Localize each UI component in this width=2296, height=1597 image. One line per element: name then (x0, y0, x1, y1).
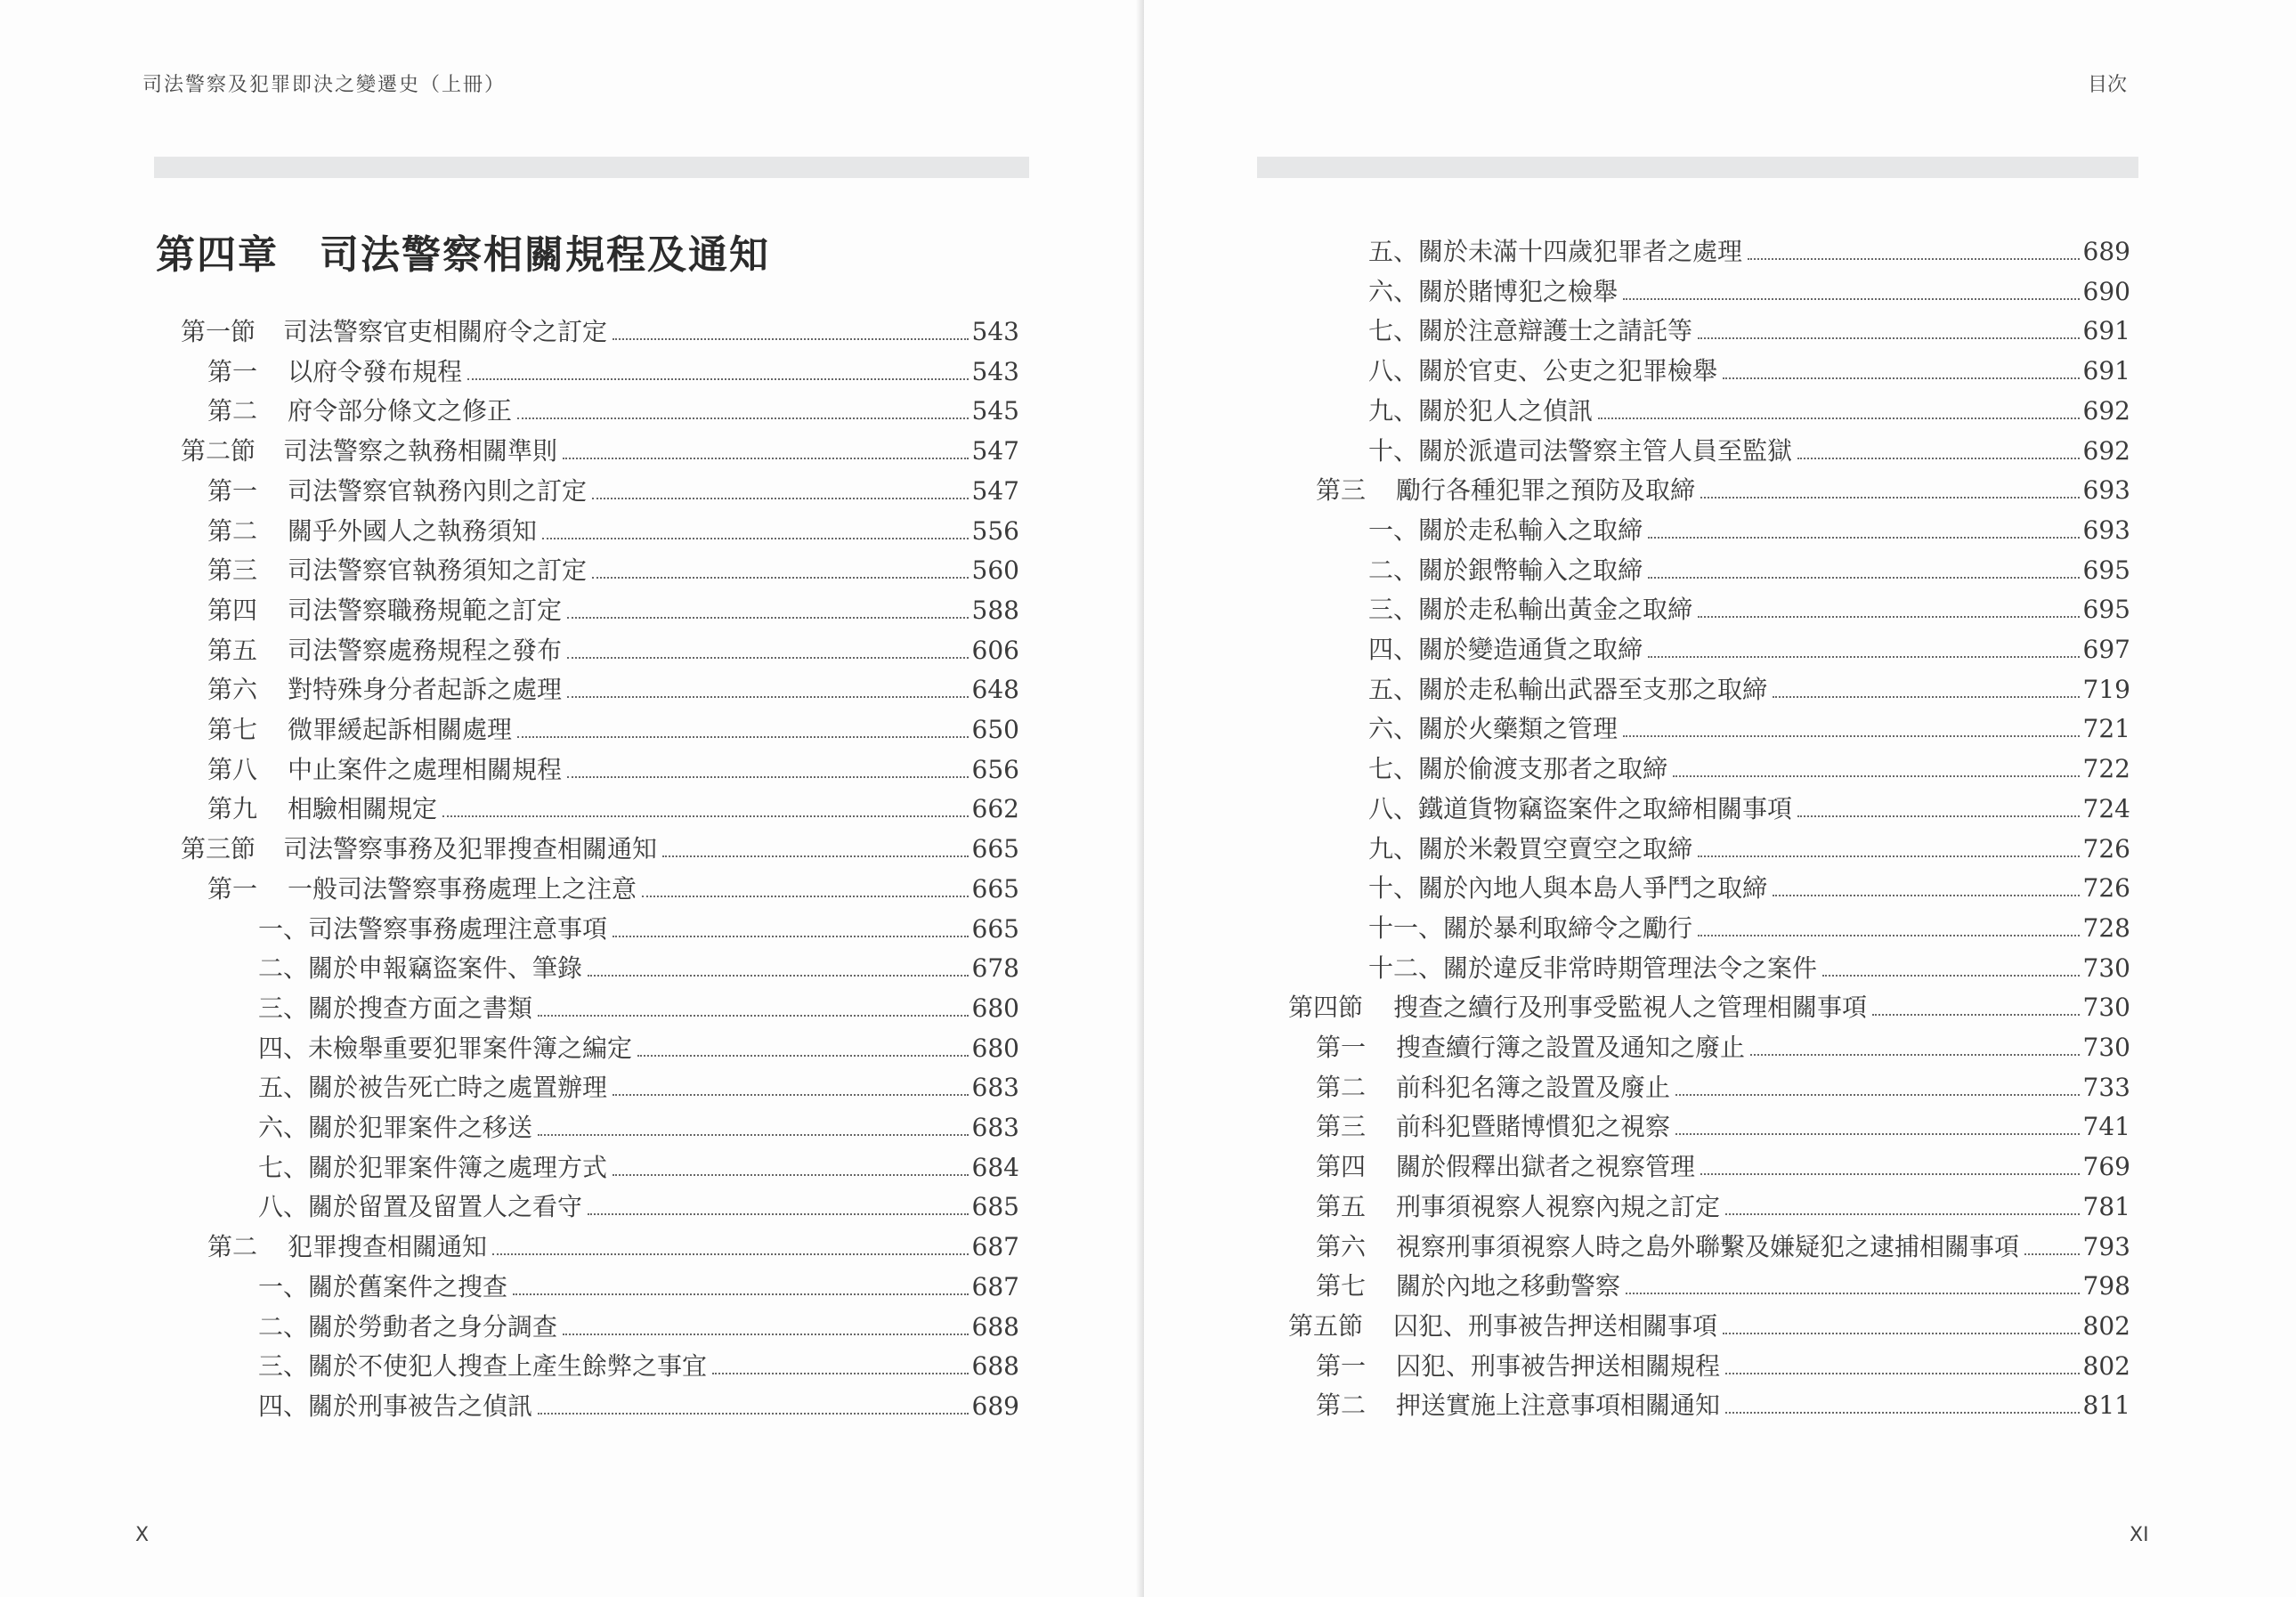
toc-entry-label: 第二 (207, 515, 258, 546)
toc-entry-page: 721 (2082, 714, 2130, 744)
toc-entry-title: 七、關於犯罪案件簿之處理方式 (258, 1152, 608, 1182)
dot-leader (637, 1055, 969, 1057)
dot-leader (538, 1134, 969, 1136)
toc-entry (1316, 1229, 2130, 1265)
toc-entry-label: 第三節 (181, 834, 256, 864)
toc-entry-title: 前科犯暨賭博慣犯之視察 (1396, 1112, 1671, 1142)
toc-entry-page: 728 (2082, 912, 2130, 943)
toc-entry-page: 680 (971, 1033, 1019, 1063)
toc-entry (1368, 911, 2130, 946)
dot-leader (467, 378, 969, 380)
dot-leader (1723, 1333, 2080, 1334)
dot-leader (613, 338, 969, 340)
toc-entry-page: 733 (2082, 1072, 2130, 1102)
toc-entry-page: 730 (2082, 953, 2130, 983)
toc-entry (207, 633, 1019, 669)
toc-entry-title: 八、關於留置及留置人之看守 (258, 1192, 583, 1222)
toc-entry (207, 553, 1019, 588)
toc-entry-title: 微罪緩起訴相關處理 (288, 715, 513, 744)
dot-leader (492, 1253, 969, 1255)
toc-entry-title: 搜查之續行及刑事受監視人之管理相關事項 (1393, 993, 1868, 1023)
dot-leader (1648, 537, 2080, 539)
toc-entry-page: 683 (971, 1113, 1019, 1142)
toc-entry (1368, 871, 2130, 906)
toc-entry-title: 司法警察官執務內則之訂定 (288, 475, 588, 506)
dot-leader (567, 696, 969, 698)
toc-entry-title: 司法警察官執務須知之訂定 (288, 555, 588, 586)
toc-entry-page: 691 (2082, 356, 2130, 386)
toc-entry (207, 474, 1019, 509)
toc-entry (258, 1031, 1019, 1066)
toc-entry-label: 第一 (207, 873, 258, 904)
toc-entry-title: 七、關於偷渡支那者之取締 (1368, 754, 1668, 784)
toc-entry (181, 314, 1019, 350)
toc-entry-label: 第三 (1316, 1112, 1367, 1142)
dot-leader (563, 1334, 969, 1335)
dot-leader (592, 577, 969, 579)
toc-entry-page: 648 (971, 675, 1019, 705)
toc-entry-title: 一、關於舊案件之搜查 (258, 1271, 508, 1301)
header-bar-right (1257, 157, 2138, 178)
toc-entry-title: 十、關於內地人與本島人爭鬥之取締 (1368, 873, 1768, 904)
toc-entry-title: 犯罪搜查相關通知 (288, 1232, 488, 1262)
dot-leader (1623, 735, 2080, 737)
toc-entry (1368, 791, 2130, 827)
toc-entry-title: 囚犯、刑事被告押送相關規程 (1396, 1350, 1721, 1381)
toc-entry-title: 司法警察職務規範之訂定 (288, 595, 563, 625)
toc-entry-title: 八、關於官吏、公吏之犯罪檢舉 (1368, 356, 1718, 386)
dot-leader (1797, 815, 2080, 817)
toc-entry-page: 687 (971, 1232, 1019, 1262)
toc-entry-label: 第六 (207, 675, 258, 705)
toc-entry-page: 793 (2082, 1231, 2130, 1261)
toc-entry-label: 第七 (1316, 1271, 1367, 1301)
toc-entry-title: 五、關於走私輸出武器至支那之取締 (1368, 674, 1768, 704)
toc-entry (207, 393, 1019, 429)
dot-leader (1725, 1373, 2080, 1374)
toc-entry-title: 刑事須視察人視察內規之訂定 (1396, 1191, 1721, 1221)
dot-leader (538, 1413, 969, 1415)
dot-leader (712, 1373, 969, 1374)
dot-leader (1822, 975, 2080, 977)
dot-leader (1598, 417, 2080, 419)
dot-leader (1725, 1412, 2080, 1414)
toc-entry-page: 691 (2082, 316, 2130, 346)
toc-entry-page: 693 (2082, 475, 2130, 506)
toc-entry-title: 以府令發布規程 (288, 356, 463, 386)
dot-leader (613, 1094, 969, 1096)
toc-entry-title: 四、未檢舉重要犯罪案件簿之編定 (258, 1033, 633, 1063)
dot-leader (1698, 935, 2080, 936)
dot-leader (517, 417, 969, 419)
toc-entry-page: 802 (2082, 1350, 2130, 1381)
chapter-name: 司法警察相關規程及通知 (320, 232, 770, 278)
toc-entry-page: 543 (971, 356, 1019, 386)
toc-entry-title: 一、司法警察事務處理注意事項 (258, 913, 608, 944)
toc-entry (1316, 1189, 2130, 1225)
toc-entry-title: 六、關於賭博犯之檢舉 (1368, 276, 1619, 306)
dot-leader (1623, 298, 2080, 300)
toc-entry-title: 押送實施上注意事項相關通知 (1396, 1390, 1721, 1421)
toc-entry (258, 912, 1019, 947)
toc-entry-label: 第一節 (181, 317, 256, 346)
toc-entry-label: 第八 (207, 754, 258, 784)
toc-entry-title: 四、關於刑事被告之偵訊 (258, 1390, 533, 1421)
toc-entry (207, 1229, 1019, 1265)
dot-leader (538, 1015, 969, 1017)
dot-leader (1773, 895, 2080, 896)
toc-entry-label: 第五 (207, 635, 258, 665)
toc-entry-title: 十二、關於違反非常時期管理法令之案件 (1368, 953, 1818, 983)
toc-entry (258, 1150, 1019, 1186)
dot-leader (613, 936, 969, 937)
dot-leader (2024, 1253, 2080, 1255)
toc-entry (1288, 990, 2130, 1025)
toc-entry-title: 二、關於銀幣輸入之取締 (1368, 555, 1643, 585)
toc-entry-page: 547 (971, 475, 1019, 506)
toc-entry (207, 791, 1019, 827)
toc-entry-title: 司法警察處務規程之發布 (288, 635, 563, 665)
toc-entry-page: 678 (971, 953, 1019, 984)
toc-entry-title: 相驗相關規定 (288, 794, 438, 824)
dot-leader (592, 498, 969, 499)
toc-entry (1316, 1030, 2130, 1066)
toc-entry (207, 354, 1019, 390)
dot-leader (1698, 337, 2080, 339)
toc-entry-label: 第六 (1316, 1231, 1367, 1261)
dot-leader (513, 1293, 969, 1295)
toc-entry-page: 726 (2082, 833, 2130, 863)
toc-entry (1316, 473, 2130, 508)
dot-leader (588, 975, 969, 977)
toc-entry-title: 二、關於勞動者之身分調查 (258, 1311, 558, 1342)
toc-entry-page: 730 (2082, 993, 2130, 1023)
dot-leader (1750, 1054, 2080, 1056)
toc-entry-page: 692 (2082, 395, 2130, 426)
toc-entry (181, 831, 1019, 867)
toc-entry-title: 司法警察之執務相關準則 (283, 436, 558, 466)
toc-entry (1368, 313, 2130, 349)
toc-entry-title: 三、關於走私輸出黃金之取締 (1368, 595, 1693, 625)
toc-entry-title: 五、關於被告死亡時之處置辦理 (258, 1073, 608, 1103)
dot-leader (642, 896, 969, 897)
toc-entry-label: 第四 (1316, 1152, 1367, 1182)
toc-entry-title: 九、關於犯人之偵訊 (1368, 395, 1594, 426)
toc-entry-label: 第一 (1316, 1350, 1367, 1381)
toc-entry-title: 對特殊身分者起訴之處理 (288, 675, 563, 705)
toc-entry-page: 560 (971, 555, 1019, 586)
page-number-right: XI (2130, 1524, 2149, 1546)
toc-entry-label: 第四 (207, 595, 258, 625)
toc-entry-title: 十、關於派遣司法警察主管人員至監獄 (1368, 435, 1793, 466)
toc-entry-page: 697 (2082, 635, 2130, 664)
toc-entry (207, 712, 1019, 748)
dot-leader (1675, 1094, 2080, 1096)
dot-leader (563, 458, 969, 459)
toc-entry-label: 第二 (1316, 1390, 1367, 1421)
toc-entry-page: 543 (971, 317, 1019, 346)
left-page (0, 0, 1144, 1597)
toc-entry (258, 1070, 1019, 1106)
dot-leader (1723, 377, 2080, 379)
dot-leader (662, 855, 969, 857)
toc-entry-title: 府令部分條文之修正 (288, 396, 513, 426)
toc-entry-title: 四、關於變造通貨之取締 (1368, 635, 1643, 664)
dot-leader (588, 1213, 969, 1215)
toc-entry-title: 囚犯、刑事被告押送相關事項 (1393, 1310, 1718, 1341)
toc-entry-title: 關於內地之移動警察 (1396, 1271, 1621, 1301)
header-bar-left (154, 157, 1029, 178)
toc-entry (1368, 711, 2130, 747)
toc-entry (1316, 1070, 2130, 1106)
toc-entry-page: 811 (2082, 1390, 2130, 1421)
toc-entry-label: 第二 (1316, 1072, 1367, 1102)
toc-entry-page: 741 (2082, 1112, 2130, 1142)
toc-entry (1368, 632, 2130, 668)
toc-entry-label: 第七 (207, 715, 258, 744)
dot-leader (567, 776, 969, 778)
dot-leader (1673, 775, 2080, 777)
toc-entry-page: 606 (971, 635, 1019, 665)
toc-entry-title: 關於假釋出獄者之視察管理 (1396, 1152, 1696, 1182)
toc-entry-title: 中止案件之處理相關規程 (288, 754, 563, 784)
toc-entry-page: 588 (971, 595, 1019, 625)
toc-entry-label: 第四節 (1288, 993, 1364, 1023)
toc-entry-page: 665 (971, 913, 1019, 944)
dot-leader (1698, 616, 2080, 618)
toc-entry-page: 685 (971, 1192, 1019, 1222)
dot-leader (613, 1174, 969, 1176)
toc-entry-title: 一般司法警察事務處理上之注意 (288, 873, 637, 904)
toc-entry (1368, 434, 2130, 469)
toc-entry (258, 991, 1019, 1026)
toc-entry (1368, 951, 2130, 986)
toc-entry (1368, 592, 2130, 628)
toc-entry-page: 545 (971, 396, 1019, 426)
toc-entry-page: 689 (971, 1390, 1019, 1421)
toc-entry (1368, 393, 2130, 429)
toc-entry-title: 二、關於申報竊盜案件、筆錄 (258, 953, 583, 984)
toc-entry-title: 關乎外國人之執務須知 (288, 515, 538, 546)
toc-entry (1368, 831, 2130, 867)
toc-entry-page: 724 (2082, 793, 2130, 823)
dot-leader (1648, 656, 2080, 658)
toc-entry (1316, 1269, 2130, 1304)
toc-entry-title: 視察刑事須視察人時之島外聯繫及嫌疑犯之逮捕相關事項 (1396, 1231, 2020, 1261)
toc-entry (207, 871, 1019, 907)
toc-entry (258, 1269, 1019, 1305)
toc-entry-page: 692 (2082, 435, 2130, 466)
toc-entry-page: 687 (971, 1271, 1019, 1301)
toc-entry (258, 1389, 1019, 1424)
right-page (1144, 0, 2296, 1597)
toc-entry-page: 695 (2082, 555, 2130, 585)
dot-leader (1773, 696, 2080, 698)
running-head-left: 司法警察及犯罪即決之變遷史（上冊） (142, 74, 507, 96)
toc-entry-page: 722 (2082, 754, 2130, 784)
toc-entry-title: 前科犯名簿之設置及廢止 (1396, 1072, 1671, 1102)
toc-entry-page: 656 (971, 754, 1019, 784)
toc-entry (207, 672, 1019, 708)
toc-entry-title: 十一、關於暴利取締令之勵行 (1368, 912, 1693, 943)
toc-entry-title: 司法警察事務及犯罪搜查相關通知 (283, 834, 658, 864)
toc-entry (258, 951, 1019, 986)
dot-leader (1698, 855, 2080, 857)
dot-leader (1748, 258, 2080, 260)
toc-entry-title: 九、關於米穀買空賣空之取締 (1368, 833, 1693, 863)
toc-entry-label: 第一 (1316, 1033, 1367, 1062)
toc-entry-page: 695 (2082, 595, 2130, 625)
toc-entry-title: 司法警察官吏相關府令之訂定 (283, 317, 608, 346)
dot-leader (567, 657, 969, 659)
dot-leader (1872, 1014, 2080, 1016)
toc-entry-title: 六、關於犯罪案件之移送 (258, 1113, 533, 1142)
toc-entry-page: 688 (971, 1311, 1019, 1342)
dot-leader (1675, 1133, 2080, 1135)
toc-entry-title: 三、關於不使犯人搜查上產生餘弊之事宜 (258, 1351, 708, 1382)
toc-entry-label: 第一 (207, 356, 258, 386)
toc-entry (1368, 513, 2130, 548)
chapter-number: 第四章 (156, 232, 279, 278)
toc-entry-title: 搜查續行簿之設置及通知之廢止 (1396, 1033, 1746, 1062)
toc-entry (258, 1110, 1019, 1146)
toc-entry-title: 七、關於注意辯護士之請託等 (1368, 316, 1693, 346)
toc-entry-label: 第二 (207, 396, 258, 426)
dot-leader (567, 617, 969, 619)
toc-entry-page: 556 (971, 515, 1019, 546)
toc-entry (1368, 553, 2130, 588)
toc-entry (1316, 1109, 2130, 1145)
toc-entry (1288, 1309, 2130, 1344)
toc-entry-page: 547 (971, 436, 1019, 466)
toc-entry (1368, 672, 2130, 708)
toc-entry-title: 勵行各種犯罪之預防及取締 (1396, 475, 1696, 506)
chapter-title (156, 223, 770, 280)
toc-entry (207, 752, 1019, 788)
toc-entry-page: 802 (2082, 1310, 2130, 1341)
toc-entry (258, 1189, 1019, 1225)
toc-entry-label: 第三 (1316, 475, 1367, 506)
toc-entry-page: 730 (2082, 1033, 2130, 1062)
toc-entry-page: 683 (971, 1073, 1019, 1103)
toc-entry-label: 第九 (207, 794, 258, 824)
toc-entry-label: 第三 (207, 555, 258, 586)
toc-entry (258, 1349, 1019, 1384)
toc-entry-label: 第五節 (1288, 1310, 1364, 1341)
toc-entry (1316, 1149, 2130, 1185)
toc-entry-page: 798 (2082, 1271, 2130, 1301)
page-number-left: X (135, 1524, 150, 1546)
toc-entry (1368, 751, 2130, 787)
toc-entry-title: 六、關於火藥類之管理 (1368, 714, 1619, 744)
toc-entry-page: 769 (2082, 1152, 2130, 1182)
toc-entry-page: 665 (971, 834, 1019, 864)
toc-entry (1316, 1349, 2130, 1384)
toc-entry-page: 684 (971, 1152, 1019, 1182)
dot-leader (1797, 458, 2080, 459)
toc-entry-page: 662 (971, 794, 1019, 824)
dot-leader (1725, 1213, 2080, 1215)
toc-entry-page: 665 (971, 873, 1019, 904)
dot-leader (1648, 577, 2080, 579)
dot-leader (442, 815, 969, 817)
toc-entry-title: 五、關於未滿十四歲犯罪者之處理 (1368, 237, 1743, 266)
toc-entry-page: 690 (2082, 276, 2130, 306)
toc-entry-title: 三、關於搜查方面之書類 (258, 993, 533, 1023)
running-head-right: 目次 (2087, 74, 2127, 96)
toc-entry-page: 781 (2082, 1191, 2130, 1221)
toc-entry (181, 434, 1019, 469)
dot-leader (542, 538, 969, 539)
toc-entry-page: 689 (2082, 237, 2130, 266)
dot-leader (1626, 1293, 2080, 1294)
toc-entry (258, 1309, 1019, 1345)
toc-entry-title: 一、關於走私輸入之取締 (1368, 515, 1643, 545)
toc-entry-label: 第二節 (181, 436, 256, 466)
toc-entry-label: 第二 (207, 1232, 258, 1262)
toc-entry-label: 第五 (1316, 1191, 1367, 1221)
toc-entry-page: 688 (971, 1351, 1019, 1382)
toc-entry-page: 650 (971, 715, 1019, 744)
toc-entry-label: 第一 (207, 475, 258, 506)
toc-entry (207, 593, 1019, 628)
toc-entry (207, 514, 1019, 549)
dot-leader (1700, 1173, 2080, 1175)
toc-entry (1316, 1388, 2130, 1423)
toc-entry-title: 八、鐵道貨物竊盜案件之取締相關事項 (1368, 793, 1793, 823)
dot-leader (517, 736, 969, 738)
toc-entry-page: 726 (2082, 873, 2130, 904)
toc-entry-page: 680 (971, 993, 1019, 1023)
toc-entry (1368, 234, 2130, 270)
toc-entry-page: 719 (2082, 674, 2130, 704)
toc-entry (1368, 274, 2130, 310)
toc-entry (1368, 353, 2130, 389)
dot-leader (1700, 497, 2080, 499)
toc-entry-page: 693 (2082, 515, 2130, 545)
